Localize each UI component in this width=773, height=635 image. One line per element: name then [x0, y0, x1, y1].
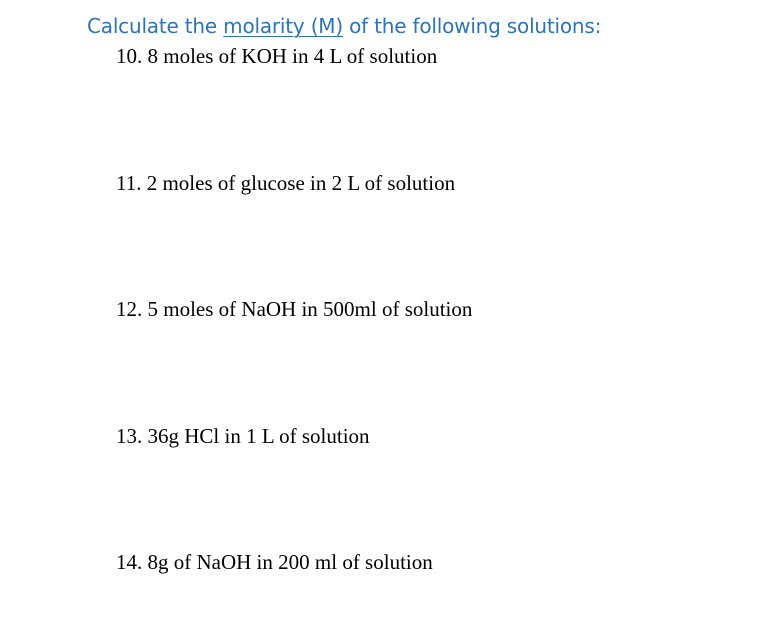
problem-13: 13. 36g HCl in 1 L of solution [116, 424, 370, 448]
problem-14: 14. 8g of NaOH in 200 ml of solution [116, 550, 433, 574]
worksheet-heading [87, 14, 601, 38]
heading-suffix: of the following solutions: [342, 14, 602, 38]
heading-prefix: Calculate the [87, 14, 224, 38]
problem-11: 11. 2 moles of glucose in 2 L of solution [116, 171, 456, 195]
heading-molarity-term: molarity (M) [223, 14, 343, 38]
problem-10: 10. 8 moles of KOH in 4 L of solution [116, 44, 438, 68]
problem-12: 12. 5 moles of NaOH in 500ml of solution [116, 297, 473, 321]
